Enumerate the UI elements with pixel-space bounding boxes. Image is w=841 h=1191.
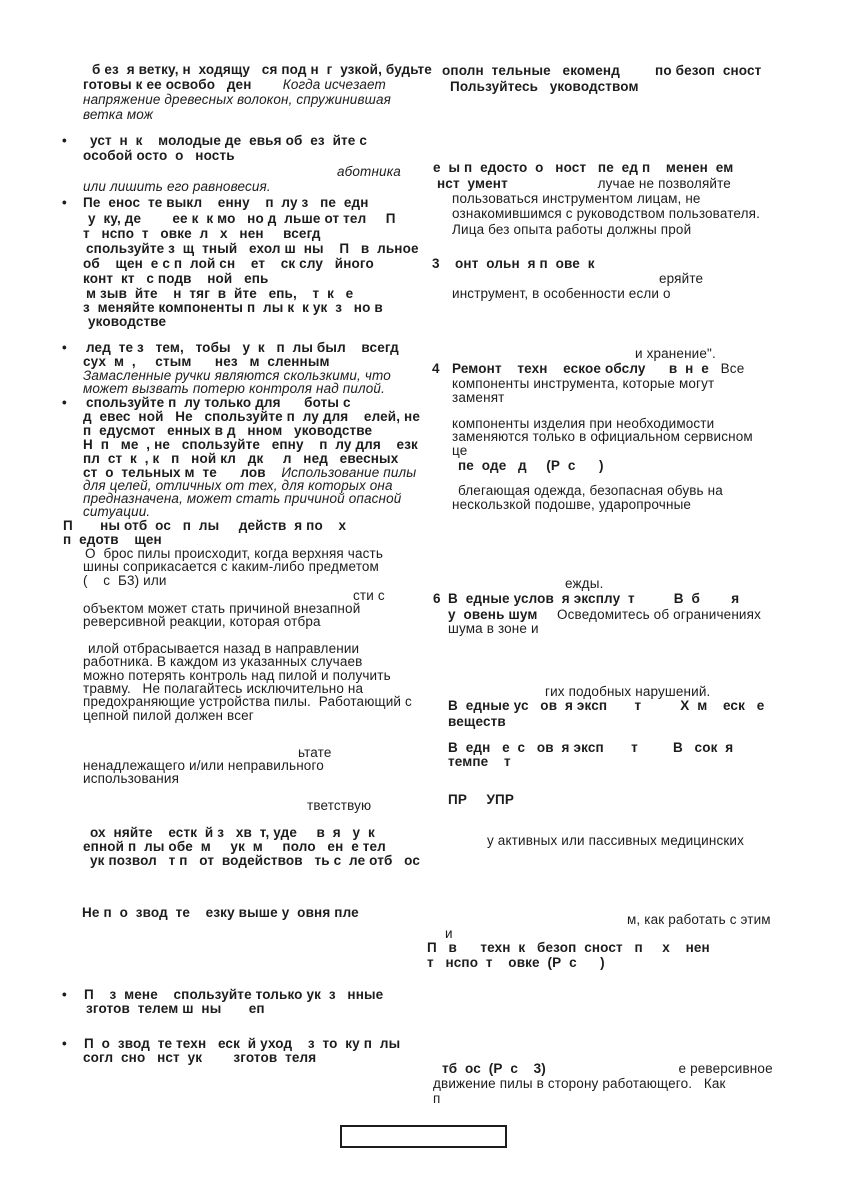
text-line: ук позвол т п от водействов ть с ле отб ос xyxy=(90,853,421,868)
text-line: О брос пилы происходит, когда верхняя часть xyxy=(85,546,384,561)
text-line: объектом может стать причиной внезапной xyxy=(83,601,361,616)
text-line: веществ xyxy=(448,714,506,729)
text-line: д евес ной Не спользуйте п лу для елей, не xyxy=(83,409,421,424)
text-line: у ку, де ее к к мо но д льше от тел П xyxy=(88,211,396,226)
text-line: об щен е с п лой сн ет ск слу йного xyxy=(83,256,374,271)
text-line xyxy=(83,78,386,92)
text-line: це xyxy=(452,443,468,458)
text-line: компоненты изделия при необходимости xyxy=(452,416,715,431)
text-run: Осведомитесь об ограничениях xyxy=(537,607,761,622)
text-line: аботника xyxy=(337,164,401,179)
text-line: реверсивной реакции, которая отбра xyxy=(83,614,321,629)
text-line: блегающая одежда, безопасная обувь на xyxy=(458,483,723,498)
text-line: конт кт с подв ной епь xyxy=(83,271,269,286)
text-line: п xyxy=(433,1091,441,1106)
text-line: ох няйте естк й з хв т, уде в я у к xyxy=(90,825,375,840)
text-line: цепной пилой должен всег xyxy=(83,708,254,723)
text-line: Пользуйтесь уководством xyxy=(450,79,639,94)
text-line: пользоваться инструментом лицам, не xyxy=(452,191,701,206)
text-line: пе оде д (Р с ) xyxy=(458,458,604,473)
text-line: е ы п едосто о ност пе ед п менен ем xyxy=(433,160,734,175)
text-line: уст н к молодые де евья об ез йте с xyxy=(90,133,367,148)
text-line: Н п ме , не спользуйте епну п лу для езк xyxy=(83,437,418,452)
text-line: сух м , стым нез м сленным xyxy=(83,354,330,369)
text-line: ветка мож xyxy=(83,107,154,122)
text-line: заменят xyxy=(452,390,505,405)
list-number: 6 xyxy=(433,591,441,606)
bullet: • xyxy=(62,340,67,355)
text-line: ополн тельные екоменд по безоп сност xyxy=(442,63,762,78)
text-line xyxy=(437,177,731,191)
text-line: зготов телем ш ны еп xyxy=(86,1001,265,1016)
text-line: движение пилы в сторону работающего. Как xyxy=(433,1076,726,1091)
text-line: уководстве xyxy=(88,314,167,329)
text-line: особой осто о ность xyxy=(83,148,235,163)
bullet: • xyxy=(62,133,67,148)
text-line: Не п о звод те езку выше у овня пле xyxy=(82,905,359,920)
text-line: еряйте xyxy=(659,271,704,286)
text-line: п едусмот енных в д нном уководстве xyxy=(83,423,373,438)
text-line: заменяются только в официальном сервисном xyxy=(452,429,753,444)
text-line: Пе енос те выкл енну п лу з пе едн xyxy=(83,195,369,210)
text-line: т нспо т овке (Р с ) xyxy=(427,955,605,970)
text-line: инструмент, в особенности если о xyxy=(452,286,671,301)
text-run: Все xyxy=(708,361,745,376)
text-line: темпе т xyxy=(448,754,511,769)
text-line: лед те з тем, тобы у к п лы был всегд xyxy=(86,340,399,355)
footer-page-number-box xyxy=(340,1125,507,1148)
text-line: П з мене спользуйте только ук з нные xyxy=(84,987,384,1002)
text-line: Замасленные ручки являются скользкими, что xyxy=(83,368,391,383)
text-line: и xyxy=(445,926,453,941)
text-line: предохраняющие устройства пилы. Работающий с xyxy=(83,694,412,709)
text-line: епной п лы обе м ук м поло ен е тел xyxy=(83,839,386,854)
text-line: ьтате xyxy=(298,745,332,760)
text-line: ежды. xyxy=(565,576,604,591)
text-line: спользуйте з щ тный ехол ш ны П в льное xyxy=(86,241,419,256)
text-line: шума в зоне и xyxy=(448,621,539,636)
text-run: нст умент xyxy=(437,176,508,191)
bullet: • xyxy=(62,395,67,410)
text-line: з меняйте компоненты п лы к к ук з но в xyxy=(83,300,383,315)
text-line: использования xyxy=(83,771,180,786)
text-run: у овень шум xyxy=(448,607,538,622)
text-line: может вызвать потерю контроля над пилой. xyxy=(83,381,385,396)
text-line: В едные ус ов я эксп т Х м еск е xyxy=(448,698,765,713)
text-line: П в техн к безоп сност п х нен xyxy=(427,940,710,955)
bullet: • xyxy=(62,1036,67,1051)
text-line: ( с Б3) или xyxy=(83,573,167,588)
text-run: лучае не позволяйте xyxy=(507,176,731,191)
text-line: ПР УПР xyxy=(448,792,515,807)
text-line: и хранение". xyxy=(635,346,716,361)
text-run: Ремонт техн еское обслу в н е xyxy=(452,361,709,376)
bullet: • xyxy=(62,195,67,210)
list-number: 4 xyxy=(432,361,440,376)
text-line xyxy=(448,608,761,622)
text-line: сти с xyxy=(353,588,385,603)
text-line: спользуйте п лу только для боты с xyxy=(86,395,351,410)
text-line: или лишить его равновесия. xyxy=(83,179,271,194)
list-number: 3 xyxy=(432,256,440,271)
text-line: можно потерять контроль над пилой и получить xyxy=(83,668,391,683)
text-line: у активных или пассивных медицинских xyxy=(487,833,745,848)
text-line: ситуации. xyxy=(83,504,151,519)
text-line: П о звод те техн еск й уход з то ку п лы xyxy=(84,1036,401,1051)
text-line: б ез я ветку, н ходящу ся под н г узкой, будьте xyxy=(92,62,432,77)
text-line: м, как работать с этим xyxy=(627,912,771,927)
text-line: В едн е с ов я эксп т В сок я xyxy=(448,740,734,755)
text-line: П ны отб ос п лы действ я по х xyxy=(63,518,347,533)
text-line: работника. В каждом из указанных случаев xyxy=(83,654,363,669)
text-line: компоненты инструмента, которые могут xyxy=(452,376,715,391)
text-line xyxy=(442,1062,773,1076)
text-line xyxy=(452,362,744,376)
text-run: Когда исчезает xyxy=(251,77,386,92)
text-line: для целей, отличных от тех, для которых она xyxy=(83,478,393,493)
text-run: тб ос (Р с 3) xyxy=(442,1061,546,1076)
bullet: • xyxy=(62,987,67,1002)
text-line: предназначена, может стать причиной опасной xyxy=(83,491,402,506)
text-line: ознакомившимся с руководством пользователя. xyxy=(452,206,760,221)
text-line: напряжение древесных волокон, спружинившая xyxy=(83,92,392,107)
text-line: нескользкой подошве, ударопрочные xyxy=(452,497,692,512)
text-run: Использование пилы xyxy=(265,465,417,480)
text-line: илой отбрасывается назад в направлении xyxy=(88,641,360,656)
text-line: травму. Не полагайтесь исключительно на xyxy=(83,681,364,696)
text-line: п едотв щен xyxy=(63,532,162,547)
text-line: м зыв йте н тяг в йте епь, т к е xyxy=(86,286,354,301)
text-line: согл сно нст ук зготов теля xyxy=(83,1050,317,1065)
text-line: пл ст к , к п ной кл дк л нед евесных xyxy=(83,451,399,466)
text-line: т нспо т овке л х нен всегд xyxy=(83,226,321,241)
text-line: тветствую xyxy=(307,798,372,813)
text-run: е реверсивное xyxy=(545,1061,773,1076)
text-run: ст о тельных м те лов xyxy=(83,465,266,480)
text-run: готовы к ее освобо ден xyxy=(83,77,252,92)
text-line: Лица без опыта работы должны прой xyxy=(452,222,692,237)
text-line: В едные услов я эксплу т В б я xyxy=(448,591,740,606)
text-line: шины соприкасается с каким-либо предметом xyxy=(83,559,379,574)
text-line: онт ольн я п ове к xyxy=(455,256,595,271)
text-line: ненадлежащего и/или неправильного xyxy=(83,758,324,773)
text-line: гих подобных нарушений. xyxy=(545,684,711,699)
